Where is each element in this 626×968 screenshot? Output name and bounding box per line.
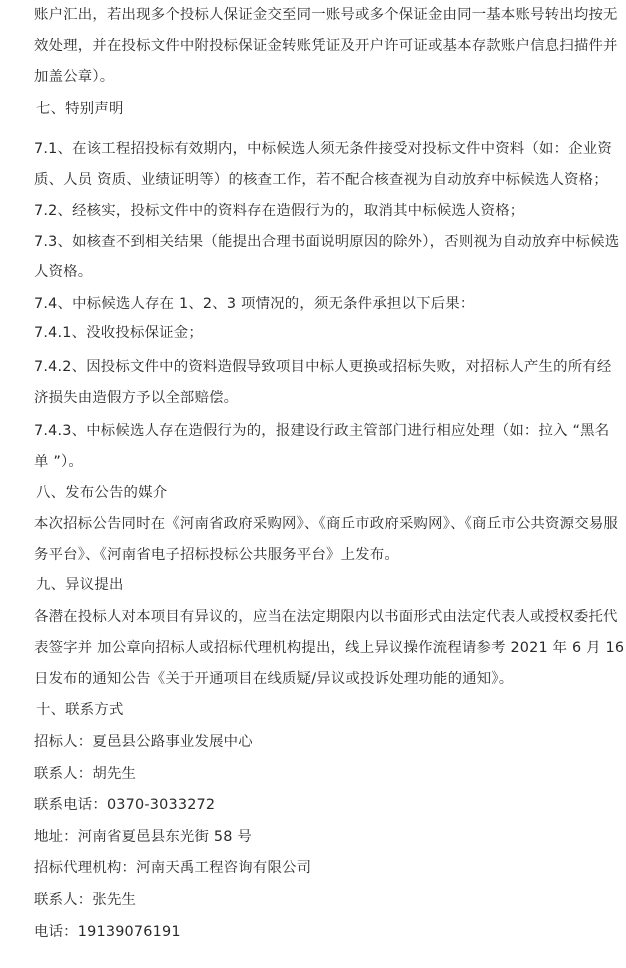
text-line: 7.1、在该工程招投标有效期内，中标候选人须无条件接受对投标文件中资料（如：企业资 (34, 141, 612, 157)
text-line: 7.4.1、没收投标保证金； (34, 325, 203, 341)
text-line: 济损失由造假方予以全部赔偿。 (34, 390, 239, 406)
text-line: 质、人员 资质、业绩证明等）的核查工作，若不配合核查视为自动放弃中标候选人资格； (34, 172, 608, 188)
contact-line: 招标人：夏邑县公路事业发展中心 (34, 734, 253, 750)
text-line: 加盖公章）。 (34, 69, 115, 85)
section-heading: 七、特别声明 (36, 101, 124, 117)
text-line: 各潜在投标人对本项目有异议的，应当在法定期限内以书面形式由法定代表人或授权委托代 (34, 609, 618, 625)
text-line: 效处理，并在投标文件中附投标保证金转账凭证及开户许可证或基本存款账户信息扫描件并 (34, 38, 618, 54)
text-line: 单 ”）。 (34, 454, 84, 470)
section-heading: 八、发布公告的媒介 (36, 485, 168, 501)
contact-line: 电话：19139076191 (34, 924, 181, 940)
text-line: 务平台》、《河南省电子招标投标公共服务平台》上发布。 (34, 547, 399, 563)
text-line: 账户汇出，若出现多个投标人保证金交至同一账号或多个保证金由同一基本账号转出均按无 (34, 7, 618, 23)
section-heading: 十、联系方式 (36, 702, 124, 718)
text-line: 表签字并 加公章向招标人或招标代理机构提出，线上异议操作流程请参考 2021 年 6 月 16 (34, 640, 625, 656)
text-line: 7.4、中标候选人存在 1、2、3 项情况的，须无条件承担以下后果： (34, 296, 475, 312)
contact-line: 地址：河南省夏邑县东光街 58 号 (34, 829, 252, 845)
contact-line: 联系人：张先生 (34, 892, 137, 908)
text-line: 本次招标公告同时在《河南省政府采购网》、《商丘市政府采购网》、《商丘市公共资源交易服 (34, 516, 619, 532)
text-line: 日发布的通知公告《关于开通项目在线质疑/异议或投诉处理功能的通知》。 (34, 671, 514, 687)
section-heading: 九、异议提出 (36, 577, 124, 593)
contact-line: 联系电话：0370-3033272 (34, 797, 216, 813)
text-line: 7.3、如核查不到相关结果（能提出合理书面说明原因的除外），否则视为自动放弃中标候选 (34, 234, 620, 250)
text-line: 7.2、经核实，投标文件中的资料存在造假行为的，取消其中标候选人资格； (34, 203, 525, 219)
contact-line: 招标代理机构：河南天禹工程咨询有限公司 (34, 860, 312, 876)
text-line: 7.4.3、中标候选人存在造假行为的，报建设行政主管部门进行相应处理（如：拉入 “黑名 (34, 423, 610, 439)
text-line: 7.4.2、因投标文件中的资料造假导致项目中标人更换或招标失败，对招标人产生的所有经 (34, 359, 612, 375)
contact-line: 联系人：胡先生 (34, 766, 137, 782)
text-line: 人资格。 (34, 264, 93, 280)
